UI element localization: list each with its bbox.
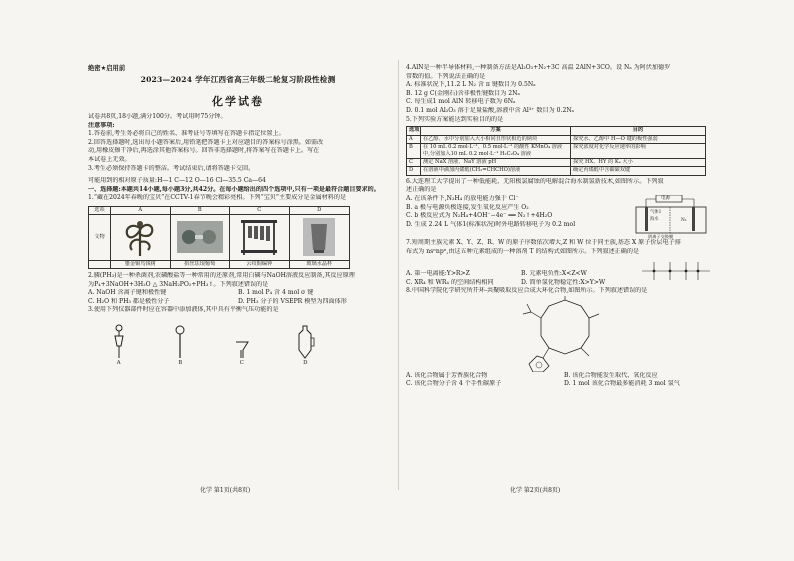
electrolysis-diagram — [626, 195, 716, 239]
solvent-structure-diagram — [636, 256, 716, 286]
q6-option-c: C. b 极反应式为 N₂H₄+4OH⁻−4e⁻ ══ N₂↑+4H₂O — [406, 212, 553, 220]
apparatus-d — [295, 324, 315, 367]
section-heading: 一、选择题:本题共14小题,每小题3分,共42分。在每小题给出的四个选项中,只有一项是最符合题目要求的。 — [88, 185, 380, 193]
table-header: A — [111, 207, 171, 214]
exam-intro: 试卷共8页,18小题,满分100分。考试用时75分钟。 — [88, 113, 227, 120]
secret-label: 绝密★启用前 — [88, 65, 126, 72]
table-caption: 玻璃水晶杯 — [306, 260, 333, 267]
artifact-photo-d — [290, 215, 350, 260]
table-cell: 在乙醇、水中分别加入大小相同且形状相近的钠块 — [421, 136, 571, 144]
q4-option-c: C. 每生成1 mol AlN 转移电子数为 6Nₐ — [406, 98, 516, 106]
artifact-photo-a — [111, 215, 171, 260]
table-header: 目的 — [632, 127, 644, 134]
question-6: 6.大连理工大学提出了一种低能耗、无阳极氯腐蚀的电解混合海水制氢新技术,如图所示。下列叙 — [406, 177, 664, 185]
apparatus-label: C — [239, 359, 244, 366]
table-cell: 测定 NaX 溶液、NaY 溶液 pH — [421, 159, 571, 167]
q7-option-d: D. 简单氢化物稳定性:X>Y>W — [521, 278, 606, 286]
notice-line: 3.考生必须保持答题卡的整洁。考试结束后,请将答题卡交回。 — [88, 164, 255, 172]
table-caption: 云纹铜编钟 — [230, 261, 290, 268]
question-4-cont: 常数的值。下列说法正确的是 — [406, 72, 486, 80]
row-label: 文物 — [89, 215, 111, 260]
q7-option-a: A. 第一电离能:Y>R>Z — [406, 270, 470, 278]
gas1-label: 气体1 — [650, 209, 662, 215]
notice-line: 动,用橡皮擦干净后,再选涂其他答案标号。回答非选择题时,将答案写在答题卡上。写在 — [88, 147, 320, 155]
table-header: D — [317, 206, 322, 213]
page-one-footer: 化学 第1页(共8页) — [200, 487, 251, 494]
question-1: 1.“藏在2024年春晚的宝贝”在CCTV-1春节晚会精彩亮相。下列“宝贝”主要成分是金属材料的是 — [88, 194, 347, 202]
table-cell: C — [407, 159, 421, 167]
q2-option-d: D. PH₃ 分子的 VSEPR 模型为四面体形 — [238, 297, 347, 305]
apparatus-b — [172, 324, 188, 367]
page-two-footer: 化学 第2页(共8页) — [510, 487, 561, 494]
table-cell: 探究水、乙醇中 H—O 键的极性强弱 — [573, 135, 658, 142]
question-4: 4.AlN是一种半导体材料,一种制备方法是Al₂O₃+N₂+3C 高温 2AlN+3CO。设 Nₐ 为阿伏加德罗 — [406, 64, 671, 71]
table-cell: B — [407, 144, 421, 157]
page-one — [88, 58, 388, 498]
subject-title: 化学试卷 — [212, 95, 264, 108]
question-5: 5.下列实验方案能达到实验目的的是 — [406, 115, 504, 123]
q4-option-b: B. 12 g C(金刚石)含非极性键数目为 2Nₐ — [406, 89, 520, 97]
apparatus-row — [88, 319, 338, 367]
q4-option-a: A. 标准状况下,11.2 L N₂ 含 π 键数目为 0.5Nₐ — [406, 81, 536, 89]
notice-line: 1.答卷前,考生务必将自己的姓名、准考证号等填写在答题卡指定位置上。 — [88, 130, 285, 138]
question-2-cont: 为P₄+3NaOH+3H₂O △ 3NaH₂PO₂+PH₃↑。下列叙述错误的是 — [88, 280, 269, 288]
q8-option-c: C. 该化合物分子含 4 个手性碳原子 — [406, 380, 502, 388]
table-row — [407, 159, 705, 168]
q7-option-c: C. XR₄ 和 WR₄ 的空间结构相同 — [406, 278, 494, 286]
table-header: 选项 — [409, 127, 420, 134]
apparatus-label: D — [303, 359, 308, 366]
membrane-label: 阴离子交换膜 — [648, 233, 674, 239]
apparatus-label: A — [116, 359, 121, 366]
notice-line: 本试卷上无效。 — [88, 155, 131, 163]
table-cell: 探究 HX、HY 的 Kₐ 大小 — [573, 158, 633, 165]
q8-option-a: A. 该化合物属于芳香族化合物 — [406, 371, 488, 379]
question-6-cont: 述正确的是 — [406, 186, 437, 194]
table-caption: 掐丝珐琅葡萄 — [171, 261, 231, 268]
artifact-table — [88, 206, 350, 269]
q8-option-b: B. 该化合物能发生取代、氧化反应 — [564, 371, 658, 379]
table-cell: 在溶液中滴加丙烯醛(CH₂=CHCHO)溶液 — [421, 167, 571, 175]
notice-line: 2.回答选择题时,选出每小题答案后,用铅笔把答题卡上对应题目的答案标号涂黑。如需改 — [88, 138, 324, 146]
table-cell: D — [407, 167, 421, 175]
exam-title: 2023—2024 学年江西省高三年级二轮复习阶段性检测 — [140, 75, 336, 84]
q8-option-d: D. 1 mol 该化合物最多能消耗 3 mol 氢气 — [564, 380, 680, 388]
table-cell: 在 10 mL 0.2 mol·L⁻¹、0.5 mol·L⁻¹ 的酸性 KMnO₄ 溶液中,分别加入10 mL 0.2 mol·L⁻¹ H₂C₂O₄ 溶液 — [421, 144, 571, 157]
q7-option-b: B. 元素电负性:X<Z<W — [521, 270, 587, 278]
table-header: 选项 — [89, 207, 111, 214]
q2-option-b: B. 1 mol P₄ 含 4 mol σ 键 — [238, 289, 314, 297]
table-row — [407, 144, 705, 158]
q6-option-d: D. 生成 2.24 L 气体1(标准状况)时外电路转移电子为 0.2 mol — [406, 220, 576, 228]
power-label: 电源 — [661, 195, 670, 201]
apparatus-label: B — [178, 359, 183, 366]
q2-option-a: A. NaOH 含离子键和极性键 — [88, 289, 167, 297]
table-row — [407, 136, 705, 145]
artifact-photo-c — [230, 215, 290, 260]
table-header: 方案 — [421, 127, 571, 135]
apparatus-a — [111, 324, 127, 367]
experiment-table — [406, 126, 706, 176]
apparatus-c — [234, 324, 250, 367]
q6-option-a: A. 在该条件下,N₂H₄ 的放电能力强于 Cl⁻ — [406, 194, 519, 202]
atomic-mass: 可能用到的相对原子质量:H—1 C—12 O—16 Cl—35.5 Ca—64 — [88, 177, 266, 185]
table-caption: 鎏金铜鸟钱树 — [111, 261, 171, 268]
artifact-photo-b — [171, 215, 231, 260]
table-caption — [89, 261, 111, 268]
gas2-label: N₂ — [681, 217, 687, 223]
table-cell: A — [407, 136, 421, 144]
page-divider — [398, 60, 399, 490]
question-7-cont: 布式为 nsⁿnpⁿ,由这五种元素组成的一种溶剂 T 的结构式如图所示。下列叙述正确的是 — [406, 247, 640, 255]
question-8: 8.中国科学院化学研究所开环-共聚吸取反应合成大环化合物,如图所示。下列叙述错误的是 — [406, 287, 648, 295]
q4-option-d: D. 0.1 mol Al₂O₃ 溶于足量盐酸,溶液中含 Al³⁺ 数目为 0.2Nₐ — [406, 106, 575, 114]
table-cell: 确定丙烯醛中含碳碳双键 — [573, 167, 631, 174]
seawater-label: 海水 — [650, 216, 659, 222]
notice-title: 注意事项: — [88, 121, 115, 129]
question-2: 2.膦(PH₃)是一种杀菌剂,农磷酸盐等一种常用的还原剂,常用白磷与NaOH溶液反应制备,其反应原理 — [88, 271, 355, 279]
macrocycle-structure — [406, 296, 722, 372]
table-header: C — [230, 207, 290, 214]
table-header: B — [171, 207, 231, 214]
q6-option-b: B. a 极与电源负极连接,发生氧化反应产生 O₂ — [406, 203, 529, 211]
question-7: 7.短周期主族元素 X、Y、Z、R、W 的原子序数依次增大,Z 和 W 位于同主族,基态 X 原子价层电子排 — [406, 238, 681, 246]
question-3: 3.使用下列仪器部件时应在容器中添加液体,其中具有平衡气压功能的是 — [88, 306, 279, 314]
table-cell: 探究浓度对化学反应速率的影响 — [573, 144, 646, 151]
q2-option-c: C. H₂O 和 PH₃ 都是极性分子 — [88, 297, 170, 305]
table-row — [407, 167, 705, 175]
page-two — [406, 58, 722, 498]
